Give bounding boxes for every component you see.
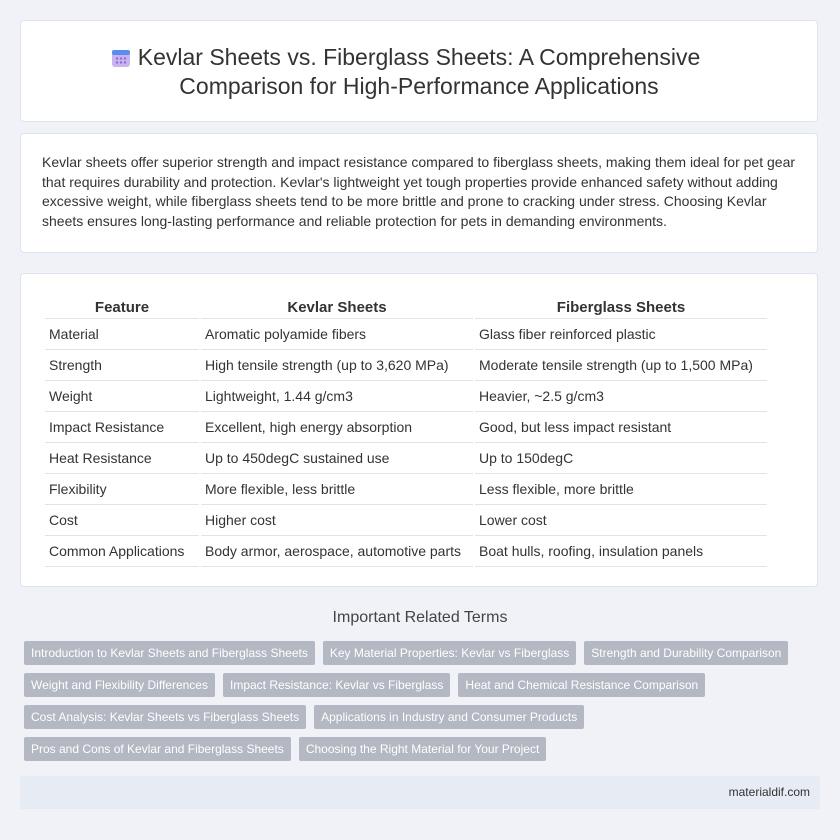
table-row	[45, 381, 767, 412]
table-header-row	[45, 295, 767, 319]
related-term-tag[interactable]: Key Material Properties: Kevlar vs Fiberglass	[323, 641, 576, 665]
table-cell: Aromatic polyamide fibers	[201, 319, 473, 350]
table-cell: Flexibility	[45, 474, 199, 505]
table-cell: Up to 450degC sustained use	[201, 443, 473, 474]
related-terms-title: Important Related Terms	[332, 609, 508, 626]
header-kevlar: Kevlar Sheets	[201, 295, 473, 319]
related-term-tag[interactable]: Cost Analysis: Kevlar Sheets vs Fiberglass Sheets	[24, 705, 306, 729]
table-cell: Material	[45, 319, 199, 350]
table-cell: More flexible, less brittle	[201, 474, 473, 505]
table-cell: Heavier, ~2.5 g/cm3	[475, 381, 767, 412]
related-term-tag[interactable]: Strength and Durability Comparison	[584, 641, 788, 665]
tag-row	[24, 641, 824, 673]
intro-card	[20, 133, 818, 253]
table-cell: Impact Resistance	[45, 412, 199, 443]
related-term-tag[interactable]: Applications in Industry and Consumer Products	[314, 705, 584, 729]
tag-row	[24, 673, 824, 705]
header-fiberglass: Fiberglass Sheets	[475, 295, 767, 319]
table-cell: Moderate tensile strength (up to 1,500 MPa)	[475, 350, 767, 381]
comparison-table-card	[20, 273, 818, 587]
related-term-tag[interactable]: Choosing the Right Material for Your Project	[299, 737, 546, 761]
table-row	[45, 319, 767, 350]
table-row	[45, 536, 767, 567]
table-cell: Up to 150degC	[475, 443, 767, 474]
table-cell: Lightweight, 1.44 g/cm3	[201, 381, 473, 412]
related-term-tag[interactable]: Impact Resistance: Kevlar vs Fiberglass	[223, 673, 450, 697]
table-cell: Heat Resistance	[45, 443, 199, 474]
table-row	[45, 350, 767, 381]
tag-row	[24, 737, 824, 769]
related-term-tag[interactable]: Pros and Cons of Kevlar and Fiberglass Sheets	[24, 737, 291, 761]
table-cell: Common Applications	[45, 536, 199, 567]
footer	[20, 776, 820, 809]
table-row	[45, 474, 767, 505]
table-cell: Good, but less impact resistant	[475, 412, 767, 443]
footer-site-link[interactable]: materialdif.com	[728, 785, 810, 799]
table-cell: Higher cost	[201, 505, 473, 536]
table-cell: High tensile strength (up to 3,620 MPa)	[201, 350, 473, 381]
table-cell: Lower cost	[475, 505, 767, 536]
page-title: Kevlar Sheets vs. Fiberglass Sheets: A Comprehensive Comparison for High-Performance Applications	[137, 44, 701, 99]
table-cell: Cost	[45, 505, 199, 536]
table-row	[45, 412, 767, 443]
header-card	[20, 20, 818, 122]
table-cell: Boat hulls, roofing, insulation panels	[475, 536, 767, 567]
header-feature: Feature	[45, 295, 199, 319]
table-cell: Weight	[45, 381, 199, 412]
table-cell: Body armor, aerospace, automotive parts	[201, 536, 473, 567]
related-term-tag[interactable]: Heat and Chemical Resistance Comparison	[458, 673, 705, 697]
table-row	[45, 505, 767, 536]
tag-row	[24, 705, 824, 737]
table-cell: Excellent, high energy absorption	[201, 412, 473, 443]
intro-paragraph: Kevlar sheets offer superior strength and impact resistance compared to fiberglass sheets, making them ideal for pet gear that requires durability and protection. Kevlar's lightweight yet tough properties provide enhanced safety without adding excessive weight, while fiberglass sheets tend to be more brittle and prone to cracking under stress. Choosing Kevlar sheets ensures long-lasting performance and reliable protection for pets in demanding environments.	[42, 154, 796, 229]
related-term-tag[interactable]: Introduction to Kevlar Sheets and Fiberglass Sheets	[24, 641, 315, 665]
table-cell: Glass fiber reinforced plastic	[475, 319, 767, 350]
comparison-table	[43, 295, 769, 567]
table-row	[45, 443, 767, 474]
related-terms-tags	[24, 641, 824, 769]
table-cell: Strength	[45, 350, 199, 381]
table-cell: Less flexible, more brittle	[475, 474, 767, 505]
related-term-tag[interactable]: Weight and Flexibility Differences	[24, 673, 215, 697]
